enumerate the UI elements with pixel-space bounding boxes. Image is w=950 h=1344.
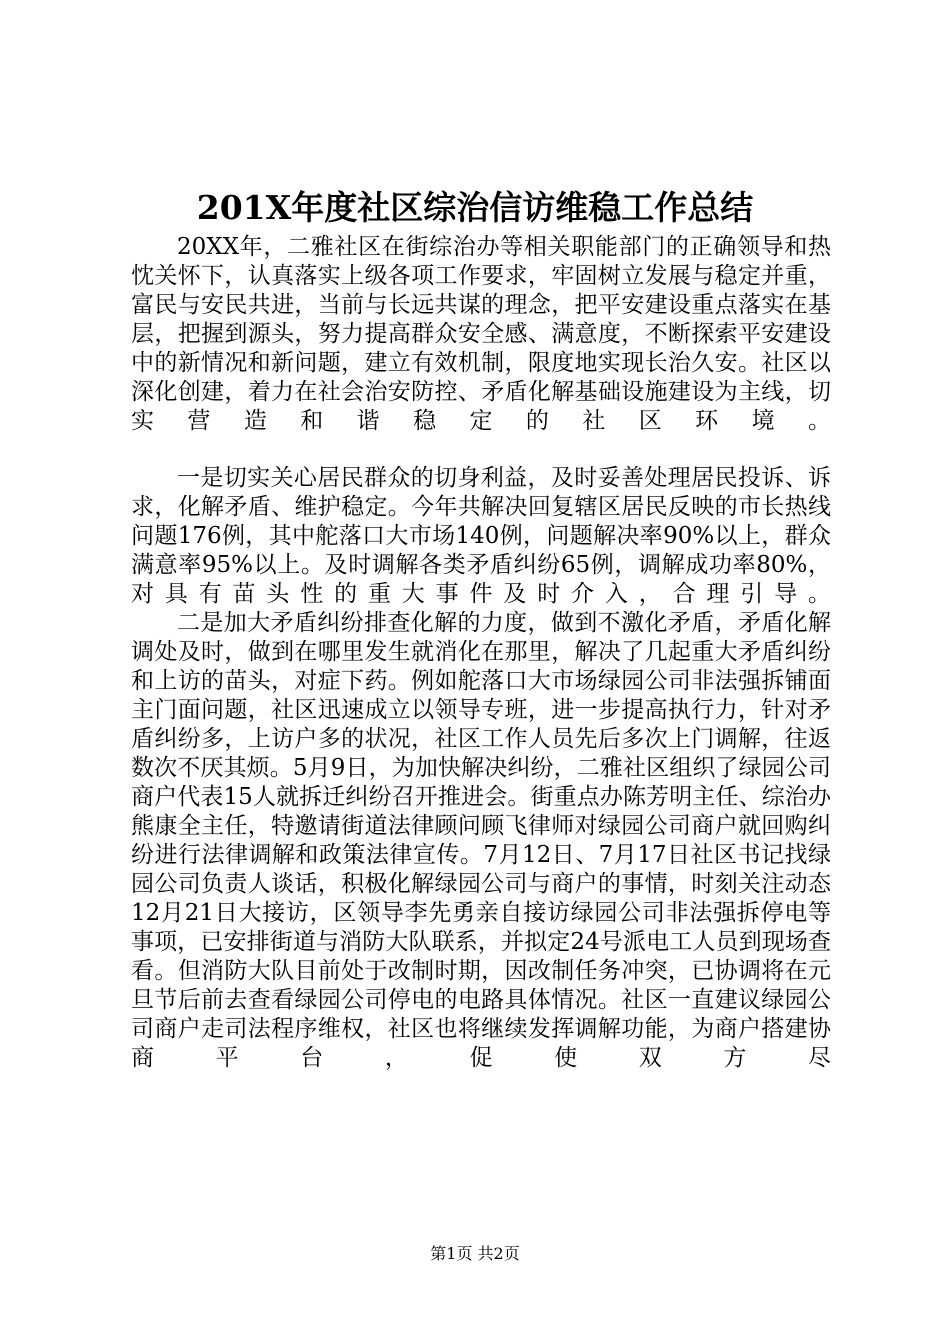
document-body (131, 233, 831, 1073)
paragraph-spacer (131, 436, 831, 464)
paragraph-point-one: 一是切实关心居民群众的切身利益，及时妥善处理居民投诉、诉求，化解矛盾、维护稳定。今年共解决回复辖区居民反映的市长热线问题176例，其中舵落口大市场140例，问题解决率90%以上，群众满意率95%以上。及时调解各类矛盾纠纷65例，调解成功率80%，对具有苗头性的重大事件及时介入，合理引导。 (131, 465, 831, 607)
page-number-footer: 第1页 共2页 (430, 1244, 520, 1263)
document-title: 201X年度社区综治信访维稳工作总结 (196, 188, 754, 227)
paragraph-point-two: 二是加大矛盾纠纷排查化解的力度，做到不激化矛盾，矛盾化解调处及时，做到在哪里发生就消化在那里，解决了几起重大矛盾纠纷和上访的苗头，对症下药。例如舵落口大市场绿园公司非法强拆铺面主门面问题，社区迅速成立以领导专班，进一步提高执行力，针对矛盾纠纷多，上访户多的状况，社区工作人员先后多次上门调解，往返数次不厌其烦。5月9日，为加快解决纠纷，二雅社区组织了绿园公司商户代表15人就拆迁纠纷召开推进会。街重点办陈芳明主任、综治办熊康全主任，特邀请街道法律顾问顾飞律师对绿园公司商户就回购纠纷进行法律调解和政策法律宣传。7月12日、7月17日社区书记找绿园公司负责人谈话，积极化解绿园公司与商户的事情，时刻关注动态12月21日大接访，区领导李先勇亲自接访绿园公司非法强拆停电等事项，已安排街道与消防大队联系，并拟定24号派电工人员到现场查看。但消防大队目前处于改制时期，因改制任务冲突，已协调将在元旦节后前去查看绿园公司停电的电路具体情况。社区一直建议绿园公司商户走司法程序维权，社区也将继续发挥调解功能，为商户搭建协商平台，促使双方尽 (131, 610, 831, 1071)
paragraph-intro: 20XX年，二雅社区在街综治办等相关职能部门的正确领导和热忱关怀下，认真落实上级各项工作要求，牢固树立发展与稳定并重，富民与安民共进，当前与长远共谋的理念，把平安建设重点落实在基层，把握到源头，努力提高群众安全感、满意度，不断探索平安建设中的新情况和新问题，建立有效机制，限度地实现长治久安。社区以深化创建，着力在社会治安防控、矛盾化解基础设施建设为主线，切实营造和谐稳定的社区环境。 (131, 234, 831, 434)
